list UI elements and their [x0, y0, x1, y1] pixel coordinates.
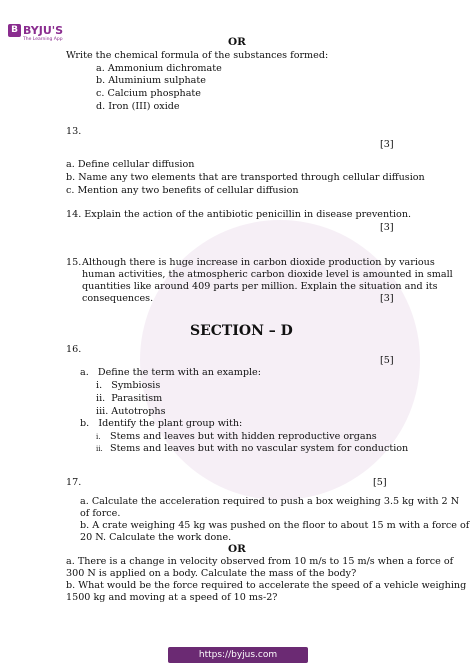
- marks-label: [3]: [380, 222, 394, 233]
- marks-label: [5]: [380, 355, 394, 366]
- marks-label: [5]: [373, 477, 387, 488]
- marks-label: [3]: [380, 139, 394, 150]
- logo-name: BYJU'S: [23, 24, 64, 37]
- question-line: a. There is a change in velocity observed from 10 m/s to 15 m/s when a force of: [66, 556, 454, 567]
- question-part: a. Define cellular diffusion: [66, 159, 195, 170]
- question-line: 1500 kg and moving at a speed of 10 ms-2?: [66, 592, 278, 603]
- question-line: quantities like around 409 parts per million. Explain the situation and its: [82, 281, 438, 292]
- logo-mark-letter: B: [11, 25, 18, 35]
- question-line: of force.: [80, 508, 121, 519]
- question-number: 15.: [66, 257, 82, 268]
- question-line: consequences.: [82, 293, 154, 304]
- question-number: 13.: [66, 126, 82, 137]
- marks-label: [3]: [380, 293, 394, 304]
- section-title: SECTION – D: [190, 323, 293, 339]
- question-text: 14. Explain the action of the antibiotic penicillin in disease prevention.: [66, 209, 412, 220]
- question-prompt: Write the chemical formula of the substances formed:: [66, 50, 329, 61]
- question-line: Although there is huge increase in carbon dioxide production by various: [82, 257, 435, 268]
- list-item: c. Calcium phosphate: [96, 88, 201, 99]
- question-line: human activities, the atmospheric carbon dioxide level is amounted in small: [82, 269, 453, 280]
- logo-tagline: The Learning App: [23, 37, 63, 42]
- question-line: 20 N. Calculate the work done.: [80, 532, 232, 543]
- list-item: d. Iron (III) oxide: [96, 101, 180, 112]
- or-separator: OR: [228, 36, 246, 48]
- or-separator: OR: [228, 543, 246, 555]
- question-line: b. What would be the force required to accelerate the speed of a vehicle weighing: [66, 580, 467, 591]
- question-line: a. Calculate the acceleration required to push a box weighing 3.5 kg with 2 N: [80, 496, 460, 507]
- question-number: 16.: [66, 344, 82, 355]
- footer-url-link[interactable]: https://byjus.com: [168, 647, 308, 663]
- list-item: b. Aluminium sulphate: [96, 75, 206, 86]
- list-item: Stems and leaves but with hidden reproductive organs: [110, 431, 377, 442]
- list-item: ii. Parasitism: [96, 393, 163, 404]
- question-part: b. Identify the plant group with:: [80, 418, 243, 429]
- list-item: i. Symbiosis: [96, 380, 161, 391]
- question-number: 17.: [66, 477, 82, 488]
- question-part: c. Mention any two benefits of cellular diffusion: [66, 185, 299, 196]
- question-part: a. Define the term with an example:: [80, 367, 261, 378]
- list-item-number: i.: [96, 433, 101, 441]
- list-item: iii. Autotrophs: [96, 406, 166, 417]
- question-part: b. Name any two elements that are transported through cellular diffusion: [66, 172, 425, 183]
- question-line: b. A crate weighing 45 kg was pushed on the floor to about 15 m with a force of: [80, 520, 470, 531]
- list-item-number: ii.: [96, 445, 103, 453]
- question-line: 300 N is applied on a body. Calculate the mass of the body?: [66, 568, 357, 579]
- list-item: a. Ammonium dichromate: [96, 63, 222, 74]
- byjus-logo: [8, 24, 78, 46]
- list-item: Stems and leaves but with no vascular system for conduction: [110, 443, 409, 454]
